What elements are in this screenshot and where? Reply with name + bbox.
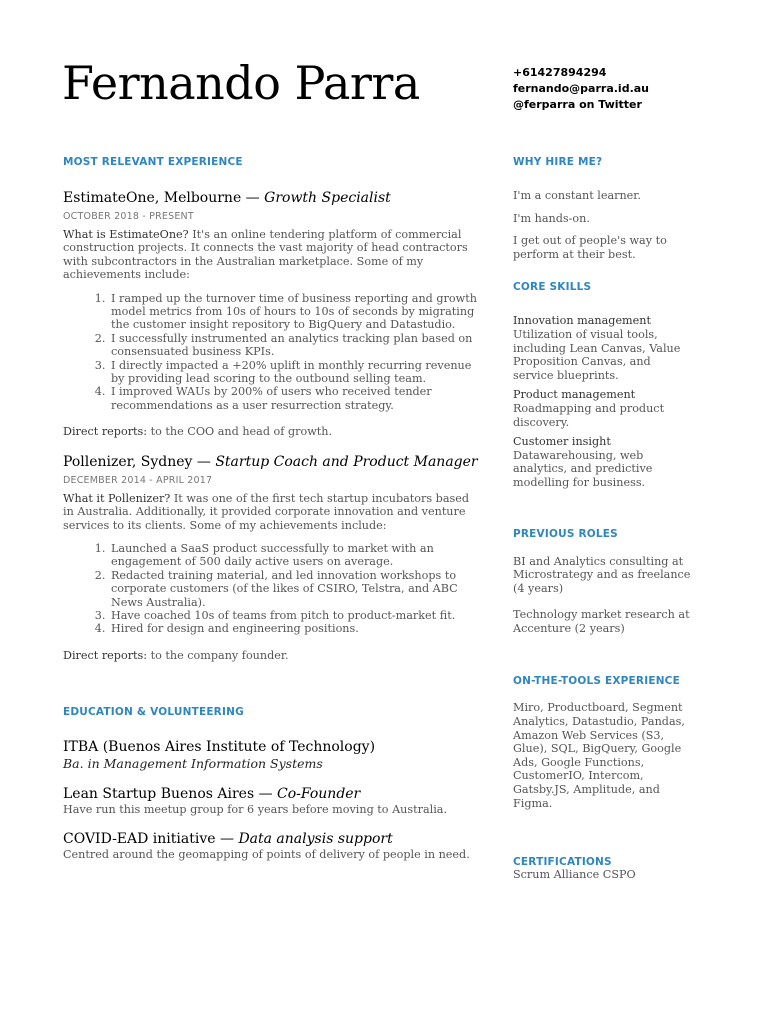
skill-description: Datawarehousing, web analytics, and predictive modelling for business. <box>513 448 653 489</box>
school-name: ITBA (Buenos Aires Institute of Technology) <box>63 739 376 756</box>
why-hire-item: I get out of people's way to perform at their best. <box>513 234 667 261</box>
intro-label: What it Pollenizer? <box>63 491 171 505</box>
list-item: 3. I directly impacted a +20% uplift in monthly recurring revenue by providing lead scoring to the outbound selling team. <box>109 359 483 386</box>
intro-label: What is EstimateOne? <box>63 228 189 241</box>
job-role: Startup Coach and Product Manager <box>215 453 478 470</box>
volunteer-heading <box>63 786 483 803</box>
achievement-list <box>63 292 483 413</box>
direct-reports <box>63 425 483 438</box>
list-item: 2. I successfully instrumented an analytics tracking plan based on consensuated business KPIs. <box>109 332 483 359</box>
list-item: 2. Redacted training material, and led innovation workshops to corporate customers (of the likes of CSIRO, Telstra, and ABC News Australia). <box>109 569 483 609</box>
sidebar-column <box>513 156 693 882</box>
skill-description: Roadmapping and product discovery. <box>513 401 665 429</box>
volunteer-description: Have run this meetup group for 6 years before moving to Australia. <box>63 803 448 817</box>
experience-section-title: MOST RELEVANT EXPERIENCE <box>63 156 243 168</box>
job-heading <box>63 453 483 471</box>
why-hire-item: I'm a constant learner. <box>513 189 641 202</box>
why-hire-title: WHY HIRE ME? <box>513 156 603 168</box>
job-date: OCTOBER 2018 - PRESENT <box>63 211 194 222</box>
skill-description: Utilization of visual tools, including Lean Canvas, Value Proposition Canvas, and service blueprints. <box>513 327 681 382</box>
company-name: Pollenizer, <box>63 453 137 470</box>
job-entry <box>63 453 483 662</box>
education-entry <box>63 739 483 772</box>
company-name: EstimateOne, <box>63 190 160 206</box>
list-item: 4. I improved WAUs by 200% of users who received tender recommendations as a user resurrection strategy. <box>109 385 483 412</box>
volunteer-role: Co-Founder <box>277 786 361 803</box>
job-heading <box>63 189 483 207</box>
skill-name: Product management <box>513 388 636 402</box>
list-item: 1. Launched a SaaS product successfully to market with an engagement of 500 daily active users on average. <box>109 542 483 569</box>
degree-name: Ba. in Management Information Systems <box>63 756 323 772</box>
volunteering-entry <box>63 831 483 862</box>
tools-experience-title: ON-THE-TOOLS EXPERIENCE <box>513 675 680 688</box>
previous-roles-title: PREVIOUS ROLES <box>513 527 618 540</box>
job-location: Melbourne — <box>159 190 265 206</box>
intro-text: It's an online tendering platform of commercial construction projects. It connects the vast majority of head contractors with subcontractors in the Australian marketplace. Some of my achievements include: <box>63 228 468 282</box>
skill-entry <box>513 435 693 489</box>
volunteer-org: Lean Startup Buenos Aires — <box>63 786 278 803</box>
volunteer-role: Data analysis support <box>238 831 393 848</box>
job-role: Growth Specialist <box>264 190 391 206</box>
job-location: Sydney — <box>136 453 216 470</box>
skill-entry <box>513 388 693 429</box>
skill-entry <box>513 314 693 382</box>
tools-list: Miro, Productboard, Segment Analytics, Datastudio, Pandas, Amazon Web Services (S3, Glue), SQL, BigQuery, Google Ads, Google Functions, CustomerIO, Intercom, Gatsby.JS, Amplitude, and Figma. <box>513 701 685 810</box>
education-section-title: EDUCATION & VOLUNTEERING <box>63 706 244 719</box>
why-hire-item: I'm hands-on. <box>513 211 590 225</box>
company-description <box>63 492 483 532</box>
volunteer-description: Centred around the geomapping of points of delivery of people in need. <box>63 848 470 862</box>
list-item: 4. Hired for design and engineering positions. <box>109 622 483 635</box>
certifications-title: CERTIFICATIONS <box>513 856 612 869</box>
candidate-name: Fernando Parra <box>62 56 420 110</box>
skill-name: Innovation management <box>513 314 651 328</box>
previous-role-item: BI and Analytics consulting at Microstrategy and as freelance (4 years) <box>513 554 691 595</box>
email-address: fernando@parra.id.au <box>513 82 650 95</box>
contact-block <box>513 65 649 113</box>
reports-text: to the company founder. <box>147 648 289 662</box>
list-item: 1. I ramped up the turnover time of business reporting and growth model metrics from 10s of hours to 10s of seconds by migrating the customer insight repository to BigQuery and Datastudio. <box>109 292 483 332</box>
job-date: DECEMBER 2014 - APRIL 2017 <box>63 474 213 486</box>
reports-label: Direct reports: <box>63 648 148 662</box>
twitter-handle: @ferparra on Twitter <box>513 98 642 111</box>
main-column <box>63 156 483 862</box>
list-item: 3. Have coached 10s of teams from pitch to product-market fit. <box>109 609 483 622</box>
achievement-list <box>63 542 483 636</box>
intro-text: It was one of the first tech startup incubators based in Australia. Additionally, it provided corporate innovation and venture services to its clients. Some of my achievements include: <box>63 491 470 532</box>
phone-number: +61427894294 <box>513 66 607 79</box>
skill-name: Customer insight <box>513 435 611 449</box>
certification-item: Scrum Alliance CSPO <box>513 868 636 882</box>
core-skills-title: CORE SKILLS <box>513 281 592 294</box>
previous-role-item: Technology market research at Accenture (2 years) <box>513 608 690 635</box>
company-description <box>63 228 483 282</box>
job-entry <box>63 189 483 439</box>
direct-reports <box>63 649 483 662</box>
volunteer-org: COVID-EAD initiative — <box>63 831 239 848</box>
volunteer-heading <box>63 831 483 848</box>
reports-text: to the COO and head of growth. <box>147 425 333 439</box>
volunteering-entry <box>63 786 483 817</box>
reports-label: Direct reports: <box>63 425 148 439</box>
